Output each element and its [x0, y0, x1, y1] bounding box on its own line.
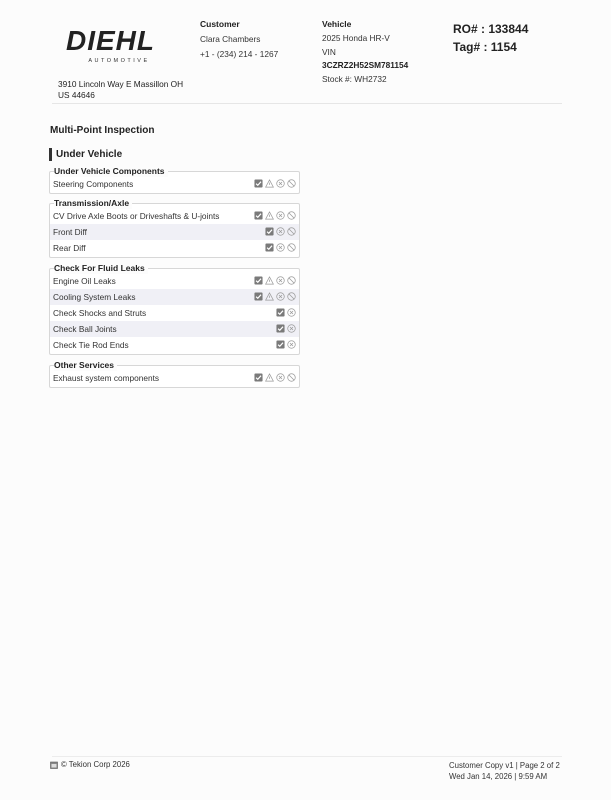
- status-icons: [276, 340, 296, 350]
- check-icon[interactable]: [265, 243, 274, 252]
- customer-name: Clara Chambers: [200, 34, 261, 44]
- vin-value: 3CZRZ2H52SM781154: [322, 60, 409, 70]
- not-applicable-icon[interactable]: [287, 227, 296, 236]
- vehicle-block: [322, 19, 408, 86]
- inspection-row: [50, 305, 299, 321]
- copyright-text: © Tekion Corp 2026: [61, 760, 130, 769]
- check-icon[interactable]: [254, 179, 263, 188]
- inspection-group: [49, 166, 300, 194]
- inspection-group: [49, 263, 300, 355]
- check-icon[interactable]: [254, 373, 263, 382]
- group-title: Other Services: [54, 360, 117, 371]
- inspection-item-label: Check Tie Rod Ends: [53, 340, 129, 350]
- ro-block: [453, 20, 528, 56]
- status-icons: [254, 276, 296, 286]
- inspection-item-label: Rear Diff: [53, 243, 86, 253]
- warning-icon[interactable]: [265, 373, 274, 382]
- not-applicable-icon[interactable]: [287, 211, 296, 220]
- header-divider: [52, 103, 562, 104]
- fail-icon[interactable]: [287, 340, 296, 349]
- check-icon[interactable]: [276, 340, 285, 349]
- fail-icon[interactable]: [287, 324, 296, 333]
- inspection-item-label: Cooling System Leaks: [53, 292, 136, 302]
- dealer-logo: [66, 26, 158, 66]
- footer-divider: [52, 756, 562, 757]
- warning-icon[interactable]: [265, 292, 274, 301]
- logo-subtitle: AUTOMOTIVE: [88, 58, 150, 64]
- inspection-row: [50, 240, 299, 256]
- inspection-item-label: CV Drive Axle Boots or Driveshafts & U-joints: [53, 211, 220, 221]
- fail-icon[interactable]: [276, 211, 285, 220]
- check-icon[interactable]: [276, 324, 285, 333]
- status-icons: [265, 243, 296, 253]
- customer-phone: +1 - (234) 214 - 1267: [200, 49, 279, 59]
- group-title: Check For Fluid Leaks: [54, 263, 148, 274]
- inspection-row: [50, 208, 299, 224]
- not-applicable-icon[interactable]: [287, 276, 296, 285]
- inspection-row: [50, 273, 299, 289]
- check-icon[interactable]: [276, 308, 285, 317]
- group-title: Under Vehicle Components: [54, 166, 168, 177]
- inspection-item-label: Steering Components: [53, 179, 134, 189]
- inspection-group: [49, 360, 300, 388]
- check-icon[interactable]: [265, 227, 274, 236]
- not-applicable-icon[interactable]: [287, 373, 296, 382]
- footer-copyright: [50, 760, 130, 769]
- vin-label: VIN: [322, 46, 336, 57]
- status-icons: [254, 211, 296, 221]
- inspection-group: [49, 198, 300, 258]
- fail-icon[interactable]: [276, 179, 285, 188]
- inspection-row: [50, 321, 299, 337]
- inspection-row: [50, 176, 299, 192]
- status-icons: [265, 227, 296, 237]
- fail-icon[interactable]: [276, 243, 285, 252]
- inspection-item-label: Exhaust system components: [53, 373, 160, 383]
- check-icon[interactable]: [254, 292, 263, 301]
- inspection-item-label: Front Diff: [53, 227, 87, 237]
- logo-wordmark: DIEHL: [66, 25, 155, 56]
- warning-icon[interactable]: [265, 179, 274, 188]
- page-title: Multi-Point Inspection: [50, 125, 155, 136]
- inspection-item-label: Check Ball Joints: [53, 324, 117, 334]
- inspection-row: [50, 224, 299, 240]
- vehicle-model: 2025 Honda HR-V: [322, 33, 390, 43]
- stock-number: Stock #: WH2732: [322, 73, 387, 84]
- address-line-1: 3910 Lincoln Way E Massillon OH: [58, 79, 184, 89]
- status-icons: [254, 292, 296, 302]
- inspection-item-label: Check Shocks and Struts: [53, 308, 147, 318]
- section-title: Under Vehicle: [49, 148, 122, 161]
- customer-block: [200, 19, 278, 62]
- status-icons: [254, 179, 296, 189]
- vehicle-label: Vehicle: [322, 19, 352, 29]
- footer-info: [449, 760, 560, 782]
- check-icon[interactable]: [254, 276, 263, 285]
- group-title: Transmission/Axle: [54, 198, 132, 209]
- inspection-row: [50, 289, 299, 305]
- tag-number: Tag# : 1154: [453, 40, 517, 54]
- customer-label: Customer: [200, 19, 240, 29]
- warning-icon[interactable]: [265, 276, 274, 285]
- status-icons: [276, 324, 296, 334]
- warning-icon[interactable]: [265, 211, 274, 220]
- calendar-icon: [50, 761, 58, 769]
- fail-icon[interactable]: [276, 292, 285, 301]
- status-icons: [254, 373, 296, 383]
- print-date: Wed Jan 14, 2026 | 9:59 AM: [449, 772, 548, 781]
- not-applicable-icon[interactable]: [287, 243, 296, 252]
- dealer-address: [58, 79, 183, 101]
- not-applicable-icon[interactable]: [287, 292, 296, 301]
- copy-info: Customer Copy v1 | Page 2 of 2: [449, 761, 560, 770]
- address-line-2: US 44646: [58, 90, 95, 100]
- fail-icon[interactable]: [276, 373, 285, 382]
- fail-icon[interactable]: [276, 227, 285, 236]
- ro-number: RO# : 133844: [453, 22, 529, 36]
- fail-icon[interactable]: [276, 276, 285, 285]
- inspection-item-label: Engine Oil Leaks: [53, 276, 116, 286]
- inspection-row: [50, 337, 299, 353]
- fail-icon[interactable]: [287, 308, 296, 317]
- status-icons: [276, 308, 296, 318]
- check-icon[interactable]: [254, 211, 263, 220]
- inspection-row: [50, 370, 299, 386]
- not-applicable-icon[interactable]: [287, 179, 296, 188]
